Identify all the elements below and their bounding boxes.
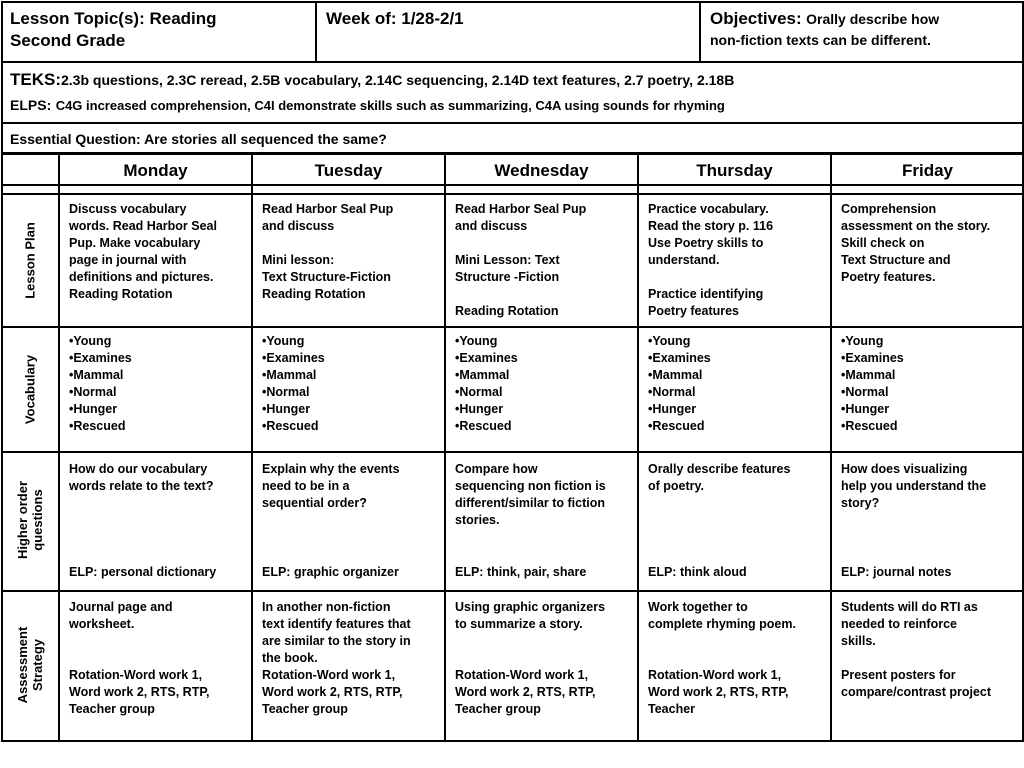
cell-line: and discuss [455,219,528,233]
objectives-line2: non-fiction texts can be different. [710,32,931,48]
cell-line: Discuss vocabulary [69,202,187,216]
cell-line: •Mammal [455,368,510,382]
cell-line: are similar to the story in [262,634,411,648]
week-of [326,8,686,30]
cell-line: the book. [262,651,318,665]
cell-line: Comprehension [841,202,937,216]
cell-line: •Rescued [841,419,898,433]
cell-line [841,650,1021,667]
divider [1,451,1024,453]
vocabulary-cell [648,333,828,435]
cell-line: sequencing non fiction is [455,479,606,493]
cell-line: page in journal with [69,253,187,267]
cell-line: •Examines [262,351,325,365]
elps-label: ELPS: [10,97,52,113]
cell-line: •Mammal [841,368,896,382]
cell-line: •Normal [69,385,117,399]
cell-line: Journal page and [69,600,173,614]
lesson-plan-cell [455,201,635,320]
divider [251,153,253,742]
cell-line: •Mammal [262,368,317,382]
row-label-text: Strategy [30,638,45,692]
cell-line: Skill check on [841,236,925,250]
cell-line: •Young [69,334,112,348]
cell-line: worksheet. [69,617,135,631]
vocabulary-cell [69,333,249,435]
cell-line: •Normal [455,385,503,399]
cell-line: Reading Rotation [455,304,559,318]
cell-line [69,633,249,650]
elp-note: ELP: personal dictionary [69,565,217,579]
day-tuesday: Tuesday [314,161,383,180]
cell-line: Rotation-Word work 1, [69,668,203,682]
topic-value: Second Grade [10,31,126,50]
cell-line: Poetry features [648,304,740,318]
cell-line: Reading Rotation [69,287,173,301]
cell-line: Word work 2, RTS, RTP, [648,685,789,699]
cell-line: Work together to [648,600,748,614]
teks-text: 2.3b questions, 2.3C reread, 2.5B vocabulary, 2.14C sequencing, 2.14D text features, 2.7 poetry, 2.18B [61,72,735,88]
vocabulary-cell [455,333,635,435]
cell-line: definitions and pictures. [69,270,214,284]
cell-line: assessment on the story. [841,219,991,233]
divider [1,152,1024,155]
cell-line: Word work 2, RTS, RTP, [69,685,210,699]
higher-order-question-cell [648,461,828,495]
cell-line: Practice vocabulary. [648,202,769,216]
divider [315,1,317,62]
cell-line: •Young [262,334,305,348]
higher-order-question-cell [262,461,442,512]
cell-line: How do our vocabulary [69,462,208,476]
cell-line: •Mammal [69,368,124,382]
vocabulary-cell [262,333,442,435]
cell-line: complete rhyming poem. [648,617,796,631]
divider [699,1,701,62]
assessment-cell [262,599,442,718]
higher-order-question-cell [455,461,635,529]
divider [830,153,832,742]
essential-question: Essential Question: Are stories all sequenced the same? [10,131,387,147]
cell-line: Teacher group [455,702,541,716]
lesson-plan-cell [841,201,1021,286]
elp-note: ELP: think, pair, share [455,565,587,579]
elp-note: ELP: journal notes [841,565,952,579]
cell-line [69,650,249,667]
cell-line: •Hunger [841,402,890,416]
lesson-topic [10,8,310,52]
cell-line [455,650,635,667]
cell-line: help you understand the [841,479,987,493]
cell-line [648,650,828,667]
elp-note: ELP: graphic organizer [262,565,399,579]
cell-line: Use Poetry skills to [648,236,764,250]
objectives-line1: Orally describe how [806,11,940,27]
cell-line: words relate to the text? [69,479,214,493]
cell-line: Rotation-Word work 1, [262,668,396,682]
cell-line: Orally describe features [648,462,791,476]
cell-line: Text Structure-Fiction [262,270,391,284]
cell-line: Present posters for [841,668,956,682]
cell-line: •Mammal [648,368,703,382]
cell-line: Rotation-Word work 1, [648,668,782,682]
cell-line: •Hunger [455,402,504,416]
cell-line: compare/contrast project [841,685,992,699]
assessment-cell [69,599,249,718]
cell-line: •Rescued [455,419,512,433]
cell-line: story? [841,496,880,510]
cell-line: Word work 2, RTS, RTP, [455,685,596,699]
row-label-text: Lesson Plan [22,222,38,299]
cell-line: Rotation-Word work 1, [455,668,589,682]
cell-line: needed to reinforce [841,617,957,631]
assessment-cell [841,599,1021,701]
cell-line: •Normal [262,385,310,399]
cell-line: text identify features that [262,617,411,631]
cell-line: Read the story p. 116 [648,219,774,233]
cell-line: Mini Lesson: Text [455,253,560,267]
elps-text: C4G increased comprehension, C4I demonstrate skills such as summarizing, C4A using sounds for rhyming [55,98,725,113]
cell-line: sequential order? [262,496,367,510]
row-label-text: questions [30,489,45,551]
cell-line: Students will do RTI as [841,600,978,614]
cell-line: of poetry. [648,479,705,493]
cell-line: •Young [841,334,884,348]
cell-line: Reading Rotation [262,287,366,301]
divider [1,122,1024,124]
cell-line [648,269,828,286]
cell-line: Read Harbor Seal Pup [455,202,587,216]
cell-line: •Young [648,334,691,348]
row-label-lesson-plan [23,186,38,336]
higher-order-question-cell [841,461,1021,512]
day-monday: Monday [123,161,188,180]
cell-line: •Hunger [648,402,697,416]
cell-line: •Examines [455,351,518,365]
cell-line [455,235,635,252]
cell-line: •Rescued [69,419,126,433]
cell-line: Teacher group [262,702,348,716]
divider [1,326,1024,328]
vocabulary-cell [841,333,1021,435]
assessment-cell [648,599,828,718]
topic-label: Lesson Topic(s): Reading [10,9,217,28]
row-label-text: Vocabulary [22,354,38,425]
cell-line: stories. [455,513,500,527]
divider [637,153,639,742]
cell-line: different/similar to fiction [455,496,606,510]
cell-line: Text Structure and [841,253,951,267]
cell-line: Using graphic organizers [455,600,606,614]
cell-line [455,286,635,303]
divider [1,61,1024,63]
teks-label: TEKS: [10,70,61,89]
cell-line: Mini lesson: [262,253,335,267]
cell-line: skills. [841,634,876,648]
day-friday: Friday [901,161,954,180]
cell-line: •Examines [841,351,904,365]
cell-line: and discuss [262,219,335,233]
cell-line: Teacher [648,702,696,716]
cell-line: to summarize a story. [455,617,583,631]
cell-line: •Hunger [262,402,311,416]
cell-line: •Normal [648,385,696,399]
cell-line: understand. [648,253,720,267]
cell-line: •Examines [69,351,132,365]
teks-section [10,68,1020,118]
cell-line: Practice identifying [648,287,764,301]
lesson-plan-cell [262,201,442,303]
assessment-cell [455,599,635,718]
cell-line: Pup. Make vocabulary [69,236,201,250]
divider [58,153,60,742]
cell-line: •Examines [648,351,711,365]
elp-note: ELP: think aloud [648,565,747,579]
cell-line: How does visualizing [841,462,968,476]
divider [1,590,1024,592]
divider [444,153,446,742]
higher-order-question-cell [69,461,249,495]
cell-line: Read Harbor Seal Pup [262,202,394,216]
day-wednesday: Wednesday [494,161,589,180]
cell-line [262,235,442,252]
cell-line: •Rescued [262,419,319,433]
cell-line: Compare how [455,462,538,476]
row-label-text: Higher order [15,481,30,560]
cell-line: Word work 2, RTS, RTP, [262,685,403,699]
divider [1,184,1024,186]
week-label: Week of: 1/28-2/1 [326,9,464,28]
cell-line: Teacher group [69,702,155,716]
cell-line: •Normal [841,385,889,399]
lesson-plan-cell [69,201,249,303]
cell-line: Structure -Fiction [455,270,560,284]
cell-line: •Hunger [69,402,118,416]
objectives-label: Objectives: [710,9,802,28]
cell-line [455,633,635,650]
cell-line: •Young [455,334,498,348]
cell-line: •Rescued [648,419,705,433]
row-label-vocabulary [23,315,38,465]
row-label-text: Assessment [15,626,30,704]
divider [1,193,1024,195]
cell-line: Poetry features. [841,270,936,284]
row-label-assessment-strategy [15,590,45,740]
cell-line [648,633,828,650]
row-label-higher-order-questions [15,445,45,595]
objectives [710,8,1020,51]
cell-line: Explain why the events [262,462,400,476]
cell-line: need to be in a [262,479,350,493]
cell-line: In another non-fiction [262,600,391,614]
cell-line: words. Read Harbor Seal [69,219,217,233]
lesson-plan-cell [648,201,828,320]
day-thursday: Thursday [696,161,773,180]
